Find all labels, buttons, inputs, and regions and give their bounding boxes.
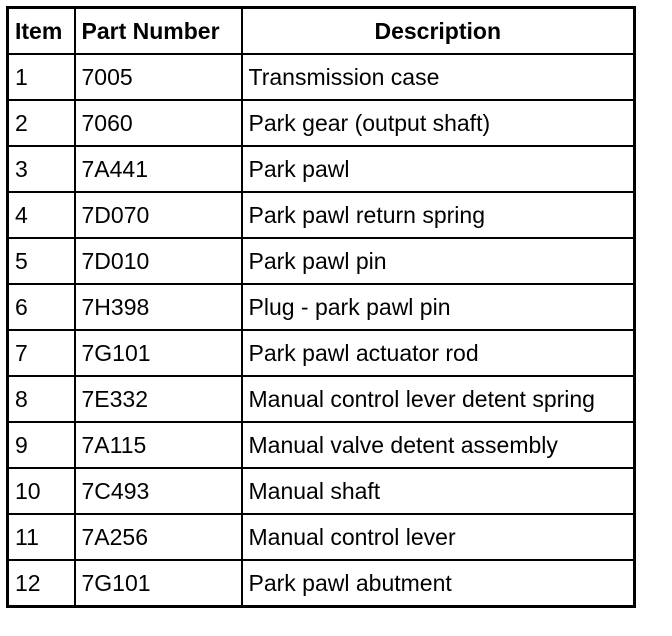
cell-item: 12 — [8, 560, 75, 607]
cell-part-number: 7H398 — [75, 284, 242, 330]
table-row — [8, 422, 635, 468]
cell-part-number: 7A441 — [75, 146, 242, 192]
cell-part-number: 7005 — [75, 54, 242, 100]
table-row — [8, 100, 635, 146]
table-row — [8, 54, 635, 100]
table-row — [8, 146, 635, 192]
cell-item: 10 — [8, 468, 75, 514]
parts-table — [6, 6, 636, 608]
header-item: Item — [8, 8, 75, 55]
cell-part-number: 7D070 — [75, 192, 242, 238]
cell-description: Manual valve detent assembly — [242, 422, 635, 468]
cell-part-number: 7C493 — [75, 468, 242, 514]
table-row — [8, 192, 635, 238]
table-row — [8, 238, 635, 284]
cell-item: 11 — [8, 514, 75, 560]
table-row — [8, 468, 635, 514]
cell-description: Plug - park pawl pin — [242, 284, 635, 330]
header-description: Description — [242, 8, 635, 55]
header-row — [8, 8, 635, 55]
cell-item: 9 — [8, 422, 75, 468]
table-row — [8, 376, 635, 422]
cell-description: Park pawl — [242, 146, 635, 192]
cell-description: Park pawl return spring — [242, 192, 635, 238]
cell-item: 1 — [8, 54, 75, 100]
cell-description: Manual control lever — [242, 514, 635, 560]
cell-part-number: 7A115 — [75, 422, 242, 468]
cell-item: 7 — [8, 330, 75, 376]
table-row — [8, 284, 635, 330]
cell-description: Manual shaft — [242, 468, 635, 514]
header-part-number: Part Number — [75, 8, 242, 55]
cell-description: Park pawl abutment — [242, 560, 635, 607]
cell-part-number: 7G101 — [75, 330, 242, 376]
cell-item: 3 — [8, 146, 75, 192]
cell-part-number: 7060 — [75, 100, 242, 146]
cell-part-number: 7E332 — [75, 376, 242, 422]
cell-description: Park pawl pin — [242, 238, 635, 284]
cell-part-number: 7A256 — [75, 514, 242, 560]
cell-description: Transmission case — [242, 54, 635, 100]
cell-description: Park pawl actuator rod — [242, 330, 635, 376]
cell-item: 8 — [8, 376, 75, 422]
cell-part-number: 7G101 — [75, 560, 242, 607]
cell-description: Manual control lever detent spring — [242, 376, 635, 422]
table-row — [8, 514, 635, 560]
table-row — [8, 330, 635, 376]
table-row — [8, 560, 635, 607]
cell-part-number: 7D010 — [75, 238, 242, 284]
cell-item: 4 — [8, 192, 75, 238]
cell-item: 6 — [8, 284, 75, 330]
cell-item: 2 — [8, 100, 75, 146]
cell-item: 5 — [8, 238, 75, 284]
cell-description: Park gear (output shaft) — [242, 100, 635, 146]
